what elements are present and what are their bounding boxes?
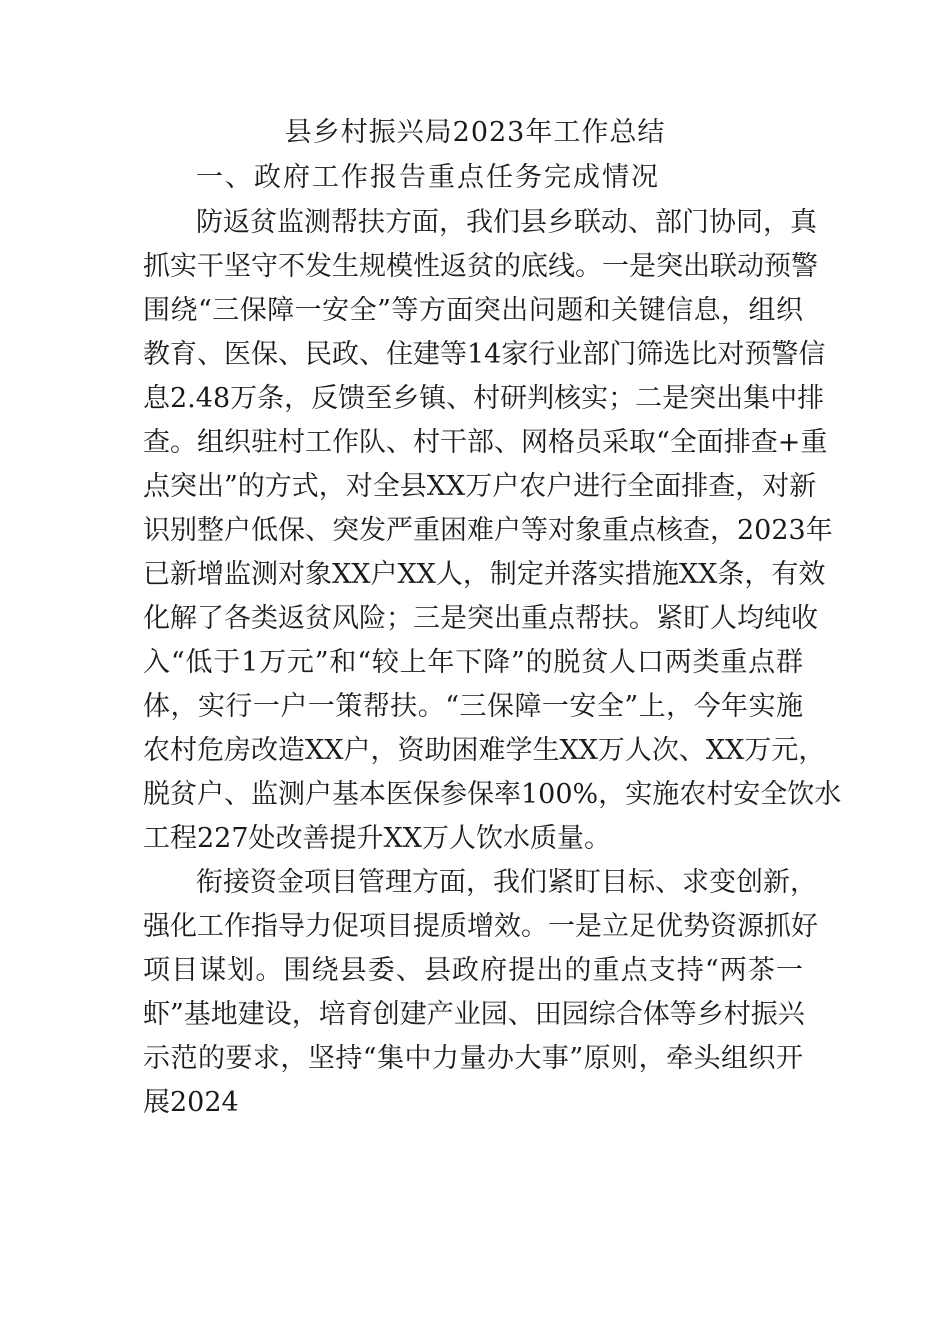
paragraph-line: 体，实行一户一策帮扶。“三保障一安全”上，今年实施: [143, 691, 803, 722]
paragraph-line: 脱贫户、监测户基本医保参保率100%，实施农村安全饮水: [143, 779, 842, 810]
paragraph-line: 息2.48万条，反馈至乡镇、村研判核实；二是突出集中排: [143, 383, 825, 414]
paragraph-line: 项目谋划。围绕县委、县政府提出的重点支持“两茶一: [143, 955, 803, 986]
paragraph-line: 已新增监测对象XX户XX人，制定并落实措施XX条，有效: [143, 559, 826, 590]
paragraph-line: 农村危房改造XX户，资助困难学生XX万人次、XX万元，: [143, 735, 826, 766]
paragraph-line: 抓实干坚守不发生规模性返贫的底线。一是突出联动预警: [143, 251, 818, 282]
paragraph-line: 虾”基地建设，培育创建产业园、田园综合体等乡村振兴: [143, 999, 805, 1030]
paragraph-line: 强化工作指导力促项目提质增效。一是立足优势资源抓好: [143, 911, 818, 942]
paragraph-line: 查。组织驻村工作队、村干部、网格员采取“全面排查+重: [143, 427, 828, 458]
paragraph-line: 围绕“三保障一安全”等方面突出问题和关键信息，组织: [143, 295, 803, 326]
paragraph-line: 展2024: [143, 1087, 239, 1118]
paragraph-line: 教育、医保、民政、住建等14家行业部门筛选比对预警信: [143, 339, 826, 370]
paragraph-line: 识别整户低保、突发严重困难户等对象重点核查，2023年: [143, 515, 833, 546]
paragraph-line: 入“低于1万元”和“较上年下降”的脱贫人口两类重点群: [143, 647, 803, 678]
document-title: 县乡村振兴局2023年工作总结: [284, 117, 666, 148]
section-heading: 一、政府工作报告重点任务完成情况: [196, 162, 660, 193]
paragraph-line: 防返贫监测帮扶方面，我们县乡联动、部门协同，真: [196, 207, 817, 238]
paragraph-line: 衔接资金项目管理方面，我们紧盯目标、求变创新，: [196, 867, 817, 898]
paragraph-line: 工程227处改善提升XX万人饮水质量。: [143, 823, 611, 854]
paragraph-line: 点突出”的方式，对全县XX万户农户进行全面排查，对新: [143, 471, 817, 502]
paragraph-line: 化解了各类返贫风险；三是突出重点帮扶。紧盯人均纯收: [143, 603, 818, 634]
paragraph-line: 示范的要求，坚持“集中力量办大事”原则，牵头组织开: [143, 1043, 803, 1074]
